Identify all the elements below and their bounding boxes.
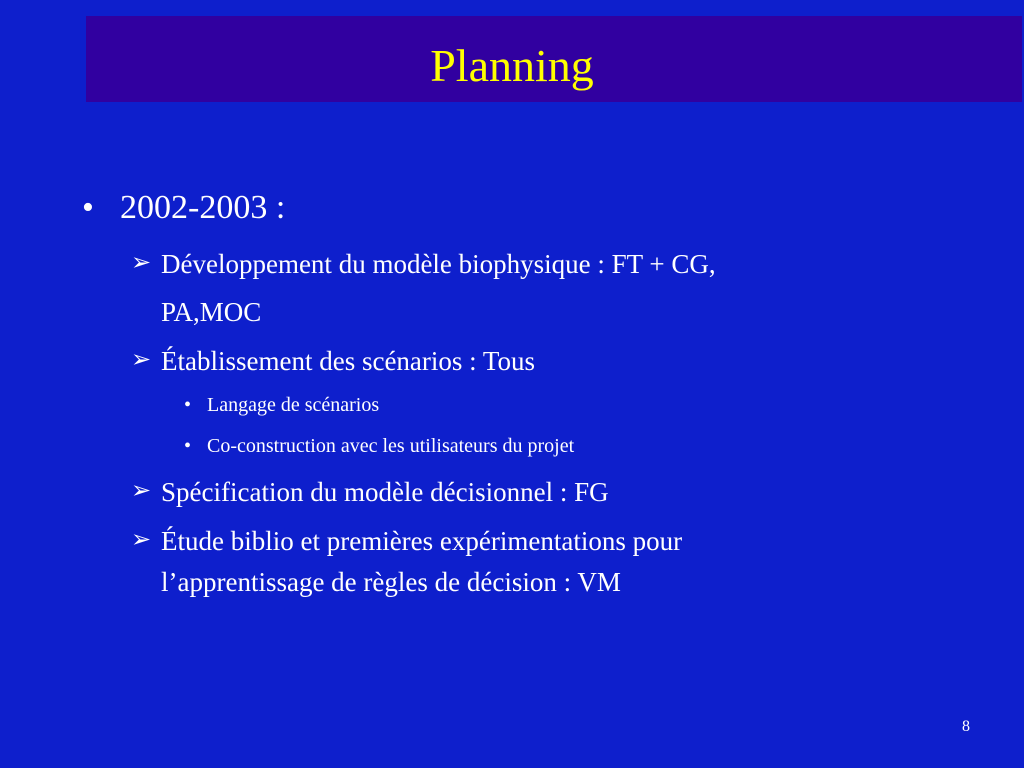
list-item-4-line2: l’apprentissage de règles de décision : VM [161, 567, 621, 597]
bullet-level1 [82, 186, 285, 230]
list-item-1-line2: PA,MOC [161, 297, 262, 327]
arrow-bullet-icon: ➢ [131, 527, 152, 553]
sub-bullet-dot-icon: • [184, 394, 192, 416]
bullet-dot-icon: • [82, 189, 94, 226]
sub-item-2: Co-construction avec les utilisateurs du projet [207, 435, 575, 457]
page-number: 8 [962, 718, 970, 735]
arrow-bullet-icon: ➢ [131, 347, 152, 373]
bullet-level1-text: 2002-2003 : [120, 189, 286, 226]
sub-item-1: Langage de scénarios [207, 394, 380, 416]
arrow-bullet-icon: ➢ [131, 250, 152, 276]
slide-title: Planning [430, 40, 594, 91]
sub-bullet-dot-icon: • [184, 435, 192, 457]
list-item-3-line1: Spécification du modèle décisionnel : FG [161, 477, 609, 507]
list-item-4-line1: Étude biblio et premières expérimentations pour [161, 526, 683, 556]
arrow-bullet-icon: ➢ [131, 478, 152, 504]
list-item-2-line1: Établissement des scénarios : Tous [161, 346, 536, 376]
list-item-1-line1: Développement du modèle biophysique : FT + CG, [161, 249, 716, 279]
